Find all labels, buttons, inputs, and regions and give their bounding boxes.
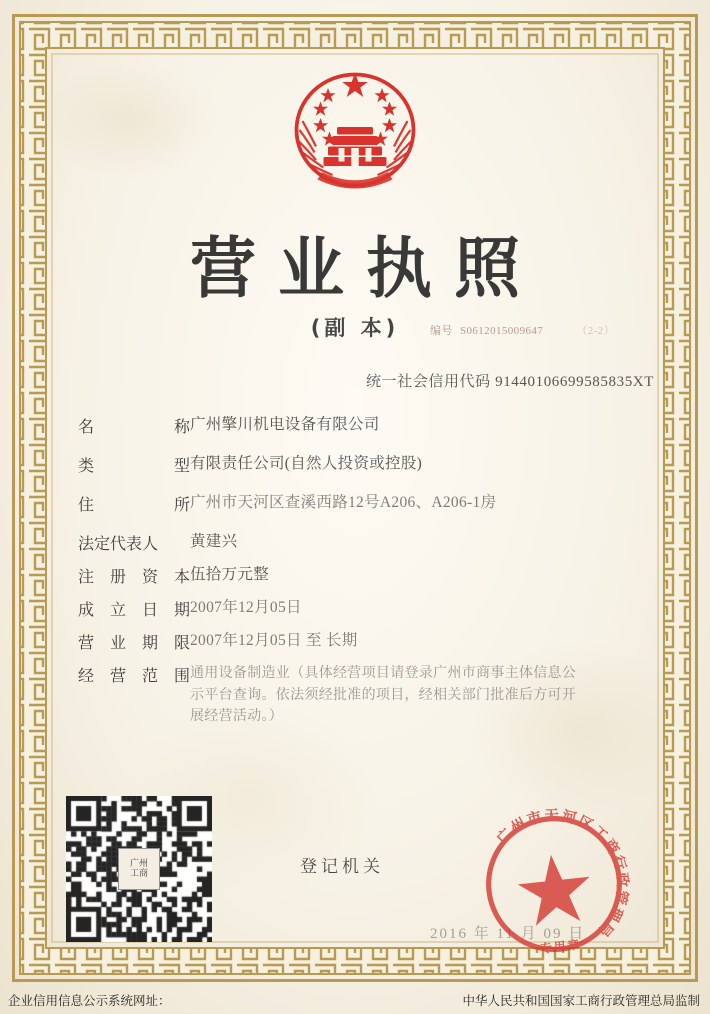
serial-number-suffix: （2-2） xyxy=(576,325,616,337)
field-row-establishment-date xyxy=(78,597,638,620)
svg-text:广州市天河区工商行政管理局: 广州市天河区工商行政管理局 xyxy=(493,807,631,941)
unified-social-credit-code: 统一社会信用代码 91440106699585835XT xyxy=(365,374,654,390)
field-label-legal-representative: 法定代表人 xyxy=(78,536,159,553)
document-title: 营业执照 xyxy=(190,230,542,307)
qr-center-line2: 工商 xyxy=(129,869,148,879)
field-label-business-scope xyxy=(78,663,190,686)
field-label-registered-capital xyxy=(78,564,190,587)
field-label-char: 资 xyxy=(141,569,158,586)
field-label-char: 成 xyxy=(78,602,95,619)
field-row-business-term xyxy=(78,630,638,653)
footer-left-text: 企业信用信息公示系统网址： xyxy=(8,993,171,1008)
field-row-legal-representative xyxy=(78,531,638,554)
field-value-business-term: 2007年12月05日 至 长期 xyxy=(190,632,358,649)
qr-code-center-label xyxy=(118,848,160,890)
license-fields xyxy=(78,414,638,744)
field-value-type: 有限责任公司(自然人投资或控股) xyxy=(190,455,423,472)
field-label-char: 本 xyxy=(173,569,190,586)
field-value-registered-capital: 伍拾万元整 xyxy=(190,566,270,583)
field-label-char: 册 xyxy=(109,569,126,586)
field-row-business-scope xyxy=(78,663,638,728)
issue-date: 2016 年 11 月 09 日 xyxy=(430,926,586,942)
field-label-char: 营 xyxy=(109,668,126,685)
field-label-char: 限 xyxy=(173,635,190,652)
field-label-char: 围 xyxy=(173,668,190,685)
serial-number-value: S0612015009647 xyxy=(459,325,544,337)
field-label-type xyxy=(78,453,190,476)
field-label-char: 日 xyxy=(141,602,158,619)
field-label-char: 经 xyxy=(78,668,95,685)
serial-number-row xyxy=(430,322,615,338)
registration-authority-label: 登记机关 xyxy=(300,857,384,877)
national-emblem-container xyxy=(0,52,710,202)
field-label-char: 类 xyxy=(78,458,95,475)
field-value-establishment-date: 2007年12月05日 xyxy=(190,599,302,616)
field-label-name xyxy=(78,414,190,437)
field-label-business-term xyxy=(78,630,190,653)
field-label-char: 范 xyxy=(141,668,158,685)
field-label-char: 期 xyxy=(141,635,158,652)
seal-bottom-text: 专用章 xyxy=(539,937,582,956)
field-label-char: 业 xyxy=(109,635,126,652)
field-label-char: 名 xyxy=(78,419,95,436)
field-label-char: 期 xyxy=(173,602,190,619)
field-value-business-scope: 通用设备制造业（具体经营项目请登录广州市商事主体信息公示平台查询。依法须经批准的项目，经相关部门批准后方可开展经营活动。） xyxy=(190,666,577,725)
field-value-address: 广州市天河区查溪西路12号A206、A206-1房 xyxy=(190,494,497,511)
field-label-address xyxy=(78,492,190,515)
field-label-char: 注 xyxy=(78,569,95,586)
field-label-char: 型 xyxy=(173,458,190,475)
field-row-address xyxy=(78,492,638,515)
footer-right-text: 中华人民共和国国家工商行政管理总局监制 xyxy=(462,993,700,1008)
field-row-name xyxy=(78,414,638,437)
field-label-char: 住 xyxy=(78,497,95,514)
field-label-char: 立 xyxy=(109,602,126,619)
field-value-name: 广州擎川机电设备有限公司 xyxy=(190,416,380,433)
qr-code[interactable] xyxy=(66,796,212,942)
field-value-legal-representative: 黄建兴 xyxy=(190,533,238,550)
field-row-registered-capital xyxy=(78,564,638,587)
qr-center-line1: 广州 xyxy=(129,858,148,869)
field-label-char: 所 xyxy=(173,497,190,514)
national-emblem-icon xyxy=(280,52,430,202)
field-label-char: 称 xyxy=(173,419,190,436)
field-label-establishment-date xyxy=(78,597,190,620)
field-row-type xyxy=(78,453,638,476)
document-subtitle: (副 本) xyxy=(310,316,400,340)
official-red-seal xyxy=(459,789,648,978)
serial-number-label: 编号 xyxy=(430,325,453,337)
field-label-char: 营 xyxy=(78,635,95,652)
